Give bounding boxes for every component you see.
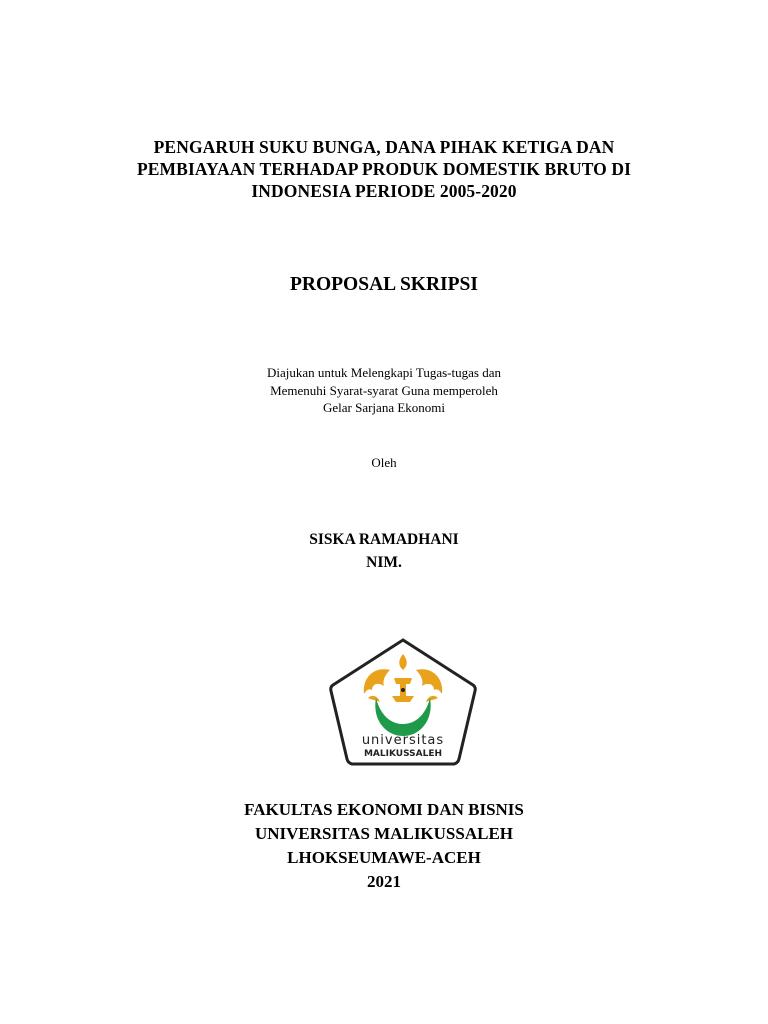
- title-line: PENGARUH SUKU BUNGA, DANA PIHAK KETIGA DAN: [153, 137, 615, 157]
- university-logo: [328, 636, 478, 774]
- lamp-eye-icon: [401, 688, 405, 692]
- year: 2021: [367, 872, 401, 891]
- purpose-line: Diajukan untuk Melengkapi Tugas-tugas dan: [267, 365, 501, 380]
- purpose-line: Gelar Sarjana Ekonomi: [322, 400, 445, 415]
- university-name: UNIVERSITAS MALIKUSSALEH: [254, 824, 514, 843]
- logo-text-malikussaleh: MALIKUSSALEH: [363, 749, 443, 759]
- purpose-line: Memenuhi Syarat-syarat Guna memperoleh: [270, 382, 498, 398]
- author-name: SISKA RAMADHANI: [309, 531, 459, 548]
- lamp-top-icon: [394, 678, 412, 684]
- document-type: PROPOSAL SKRIPSI: [289, 274, 478, 295]
- author-block: [0, 528, 768, 574]
- title-line: PEMBIAYAAN TERHADAP PRODUK DOMESTIK BRUTO DI: [137, 159, 631, 179]
- thesis-title: [0, 136, 768, 202]
- purpose-statement: [0, 364, 768, 417]
- city-name: LHOKSEUMAWE-ACEH: [287, 848, 481, 867]
- title-line: INDONESIA PERIODE 2005-2020: [251, 181, 517, 201]
- logo-text-universitas: universitas: [361, 733, 445, 748]
- nim-label: NIM.: [366, 554, 402, 571]
- faculty-name: FAKULTAS EKONOMI DAN BISNIS: [244, 800, 524, 819]
- institution-block: [0, 798, 768, 894]
- by-label: Oleh: [371, 455, 397, 470]
